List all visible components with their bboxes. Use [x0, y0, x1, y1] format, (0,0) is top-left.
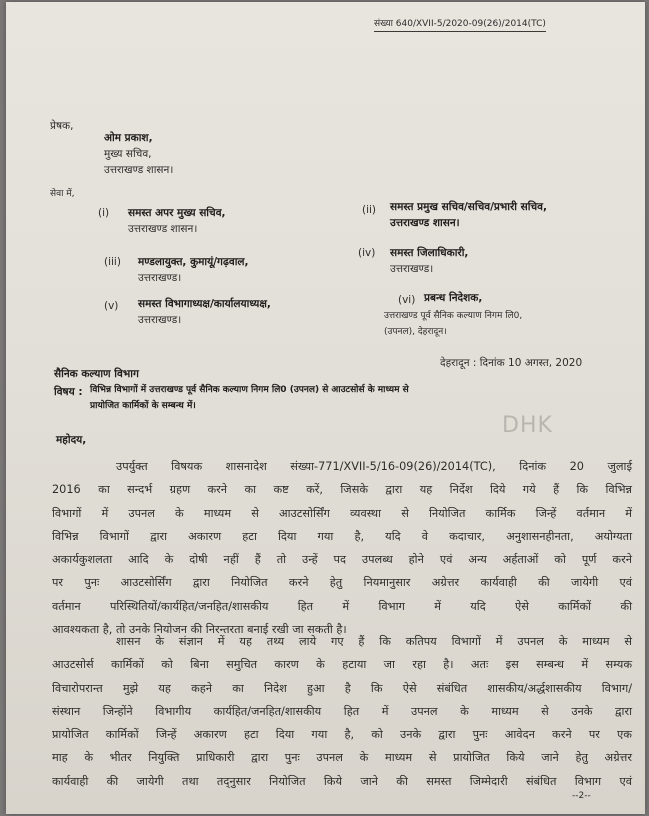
paragraph-line: 2016 का सन्दर्भ ग्रहण करने का कष्ट करें, जिसके द्वारा यह निर्देश दिये गये हैं कि विभिन्न: [52, 483, 632, 497]
subject-line: प्रायोजित कार्मिकों के सम्बन्ध में।: [90, 401, 196, 411]
sender-designation: मुख्य सचिव,: [104, 148, 152, 160]
letter-page: [6, 2, 645, 814]
paragraph-line: आवश्यकता है, तो उनके नियोजन की निरन्तरता बनाई रखी जा सकती है।: [52, 623, 347, 637]
department: सैनिक कल्याण विभाग: [54, 368, 139, 380]
paragraph-line: अकार्यकुशलता आदि के दोषी नहीं हैं तो उन्हें पद उपलब्ध होने एवं अन्य अर्हताओं को पूर्ण करने: [52, 553, 632, 567]
paragraph-line: विचारोपरान्त मुझे यह कहने का निदेश हुआ है कि ऐसे संबंधित शासकीय/अर्द्धशासकीय विभाग/: [52, 681, 632, 695]
paragraph-line: प्रायोजित कार्मिकों जिन्हें अकारण हटा दिया गया है, को उनके द्वारा पुनः आवेदन करने पर एक: [52, 728, 632, 742]
paragraph-line: संस्थान जिन्होंने विभागीय कार्यहित/जनहित/शासकीय हित में उपनल के माध्यम से उनके द्वारा: [52, 704, 632, 718]
recipient-line: उत्तराखण्ड।: [390, 263, 434, 275]
to-label: सेवा में,: [50, 189, 75, 199]
recipient-line: उत्तराखण्ड शासन।: [128, 223, 198, 235]
paragraph-line: शासन के संज्ञान में यह तथ्य लाये गए हैं कि कतिपय विभागों में उपनल के माध्यम से: [116, 635, 632, 648]
watermark-text: DHK: [502, 413, 553, 438]
paragraph-line: पर पुनः आउटसोर्सिंग द्वारा नियोजित करने हेतु नियमानुसार अग्रेत्तर कार्यवाही की जायेगी एवं: [52, 576, 632, 590]
recipient-line: समस्त प्रमुख सचिव/सचिव/प्रभारी सचिव,: [390, 201, 547, 213]
sender-name: ओम प्रकाश,: [104, 132, 153, 144]
letter-number: संख्या 640/XVII-5/2020-09(26)/2014(TC): [374, 18, 546, 32]
paragraph-line: विभागों में उपनल के माध्यम से आउटसोर्सिंग व्यवस्था से नियोजित कार्मिक जिन्हें वर्तमान में: [52, 506, 632, 520]
recipient-number: (i): [98, 207, 110, 219]
paragraph-line: कार्यवाही की जायेगी तथा तद्नुसार नियोजित किये जाने की समस्त जिम्मेदारी संबंधित विभाग एवं: [52, 774, 632, 788]
paragraph-line: आउटसोर्स कार्मिकों को बिना समुचित कारण के हटाया जा रहा है। अतः इस सम्बन्ध में सम्यक: [52, 658, 632, 672]
recipient-number: (v): [104, 300, 119, 312]
paragraph-line: विभिन्न विभागों द्वारा अकारण हटा दिया गया है, यदि वे कदाचार, अनुशासनहीनता, अयोग्यता: [52, 529, 632, 543]
recipient-line: मण्डलायुक्त, कुमायूं/गढ़वाल,: [138, 256, 249, 268]
paragraph-line: माह के भीतर नियुक्ति प्राधिकारी द्वारा पुनः उपनल के माध्यम से प्रायोजित किये जाने हेतु अग्रेत्तर: [52, 751, 632, 765]
paragraph-line: उपर्युक्त विषयक शासनादेश संख्या-771/XVII-5/16-09(26)/2014(TC), दिनांक 20 जुलाई: [116, 460, 632, 473]
recipient-number: (vi): [398, 294, 416, 306]
recipient-line: समस्त अपर मुख्य सचिव,: [128, 207, 226, 219]
recipient-line: उत्तराखण्ड शासन।: [390, 217, 460, 229]
salutation: महोदय,: [56, 434, 87, 446]
recipient-number: (ii): [362, 204, 377, 216]
recipient-line: उत्तराखण्ड।: [138, 272, 182, 284]
recipient-line: उत्तराखण्ड पूर्व सैनिक कल्याण निगम लि0,: [384, 311, 523, 321]
subject-label: विषय :: [54, 386, 83, 398]
subject-line: विभिन्न विभागों में उत्तराखण्ड पूर्व सैनिक कल्याण निगम लि0 (उपनल) से आउटसोर्स के माध्यम से: [90, 385, 409, 395]
place-date: देहरादून : दिनांक 10 अगस्त, 2020: [440, 357, 583, 369]
recipient-line: प्रबन्ध निदेशक,: [424, 292, 483, 304]
recipient-number: (iii): [104, 256, 121, 268]
page-marker: --2--: [572, 791, 591, 801]
recipient-line: समस्त जिलाधिकारी,: [390, 247, 469, 259]
paragraph-2: [52, 630, 632, 793]
sender-label: प्रेषक,: [50, 120, 74, 132]
paragraph-1: [52, 455, 632, 641]
paragraph-line: वर्तमान परिस्थितियों/कार्यहित/जनहित/शासकीय हित में विभाग में यदि ऐसे कार्मिकों की: [52, 599, 632, 613]
recipient-line: (उपनल), देहरादून।: [384, 327, 447, 337]
recipient-line: उत्तराखण्ड।: [138, 314, 182, 326]
recipient-number: (iv): [358, 247, 376, 259]
sender-office: उत्तराखण्ड शासन।: [104, 164, 174, 176]
recipient-line: समस्त विभागाध्यक्ष/कार्यालयाध्यक्ष,: [138, 298, 271, 310]
